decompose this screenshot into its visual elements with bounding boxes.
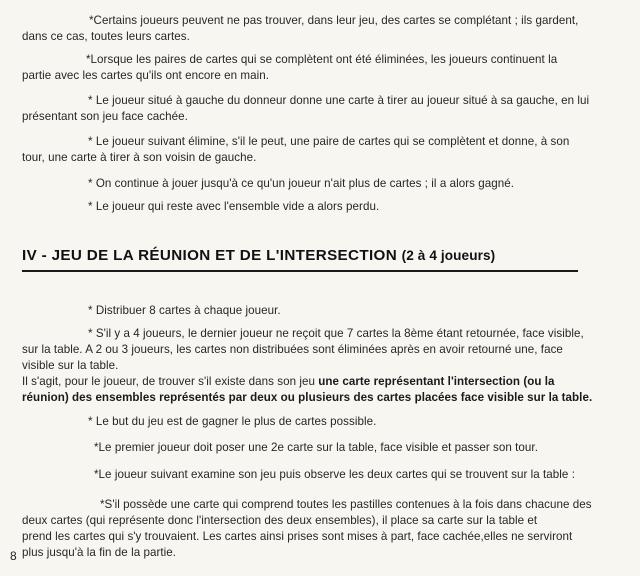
paragraph-joueur-suivant-elimine	[22, 134, 569, 166]
paragraph-but-du-jeu	[88, 414, 376, 430]
text-line: *Le joueur suivant examine son jeu puis observe les deux cartes qui se trouvent sur la table :	[94, 468, 575, 481]
text-line: plus jusqu'à la fin de la partie.	[22, 546, 177, 559]
text-line: sur la table. A 2 ou 3 joueurs, les cartes non distribuées sont éliminées après en avoir retourné une, face	[22, 343, 563, 356]
section-heading	[22, 247, 495, 264]
paragraph-joueur-gauche-donneur	[22, 93, 589, 125]
page-number: 8	[10, 549, 17, 563]
section-subtitle: (2 à 4 joueurs)	[401, 248, 496, 263]
text-line: * Le joueur qui reste avec l'ensemble vide a alors perdu.	[88, 200, 380, 213]
text-line: *Lorsque les paires de cartes qui se complètent ont été éliminées, les joueurs continuent la	[86, 53, 558, 66]
section-title: IV - JEU DE LA RÉUNION ET DE L'INTERSECTION	[22, 247, 398, 264]
text-line: * Le joueur situé à gauche du donneur donne une carte à tirer au joueur situé à sa gauche, en lui	[88, 94, 590, 107]
text-line: * S'il y a 4 joueurs, le dernier joueur ne reçoit que 7 cartes la 8ème étant retournée, face visible,	[88, 327, 584, 340]
plain-text: Il s'agit, pour le joueur, de trouver s'il existe dans son jeu	[22, 375, 319, 388]
text-line: *S'il possède une carte qui comprend toutes les pastilles contenues à la fois dans chacune des	[100, 498, 592, 511]
text-line: * Le but du jeu est de gagner le plus de cartes possible.	[88, 415, 377, 428]
text-line: présentant son jeu face cachée.	[22, 110, 188, 123]
text-line: tour, une carte à tirer à son voisin de gauche.	[22, 151, 257, 164]
paragraph-ensemble-vide	[88, 199, 379, 215]
text-line: dans ce cas, toutes leurs cartes.	[22, 30, 190, 43]
bold-text: une carte représentant l'intersection (ou la	[318, 375, 555, 388]
paragraph-il-s-agit	[22, 374, 592, 406]
text-line: * Distribuer 8 cartes à chaque joueur.	[88, 304, 281, 317]
text-line: visible sur la table.	[22, 359, 119, 372]
text-line: prend les cartes qui s'y trouvaient. Les cartes ainsi prises sont mises à part, face cachée,elles ne serviront	[22, 530, 573, 543]
text-line	[22, 374, 592, 390]
paragraph-joueur-suivant-examine	[94, 467, 575, 483]
paragraph-s-il-possede	[22, 497, 592, 561]
paragraph-certains-joueurs	[22, 13, 578, 45]
heading-underline	[22, 270, 578, 272]
text-line: *Certains joueurs peuvent ne pas trouver, dans leur jeu, des cartes se complétant ; ils gardent,	[89, 14, 579, 27]
paragraph-lorsque-les-paires	[22, 52, 557, 84]
text-line: *Le premier joueur doit poser une 2e carte sur la table, face visible et passer son tour.	[94, 441, 538, 454]
paragraph-distribuer	[88, 303, 281, 319]
text-line: partie avec les cartes qu'ils ont encore en main.	[22, 69, 269, 82]
text-line: * On continue à jouer jusqu'à ce qu'un joueur n'ait plus de cartes ; il a alors gagné.	[88, 177, 515, 190]
bold-text-line: réunion) des ensembles représentés par deux ou plusieurs des cartes placées face visible sur la table.	[22, 391, 593, 404]
paragraph-quatre-joueurs	[22, 326, 584, 374]
text-line: deux cartes (qui représente donc l'intersection des deux ensembles), il place sa carte sur la table et	[22, 514, 538, 527]
text-line: * Le joueur suivant élimine, s'il le peut, une paire de cartes qui se complètent et donne, à son	[88, 135, 570, 148]
paragraph-premier-joueur	[94, 440, 538, 456]
paragraph-on-continue	[88, 176, 514, 192]
